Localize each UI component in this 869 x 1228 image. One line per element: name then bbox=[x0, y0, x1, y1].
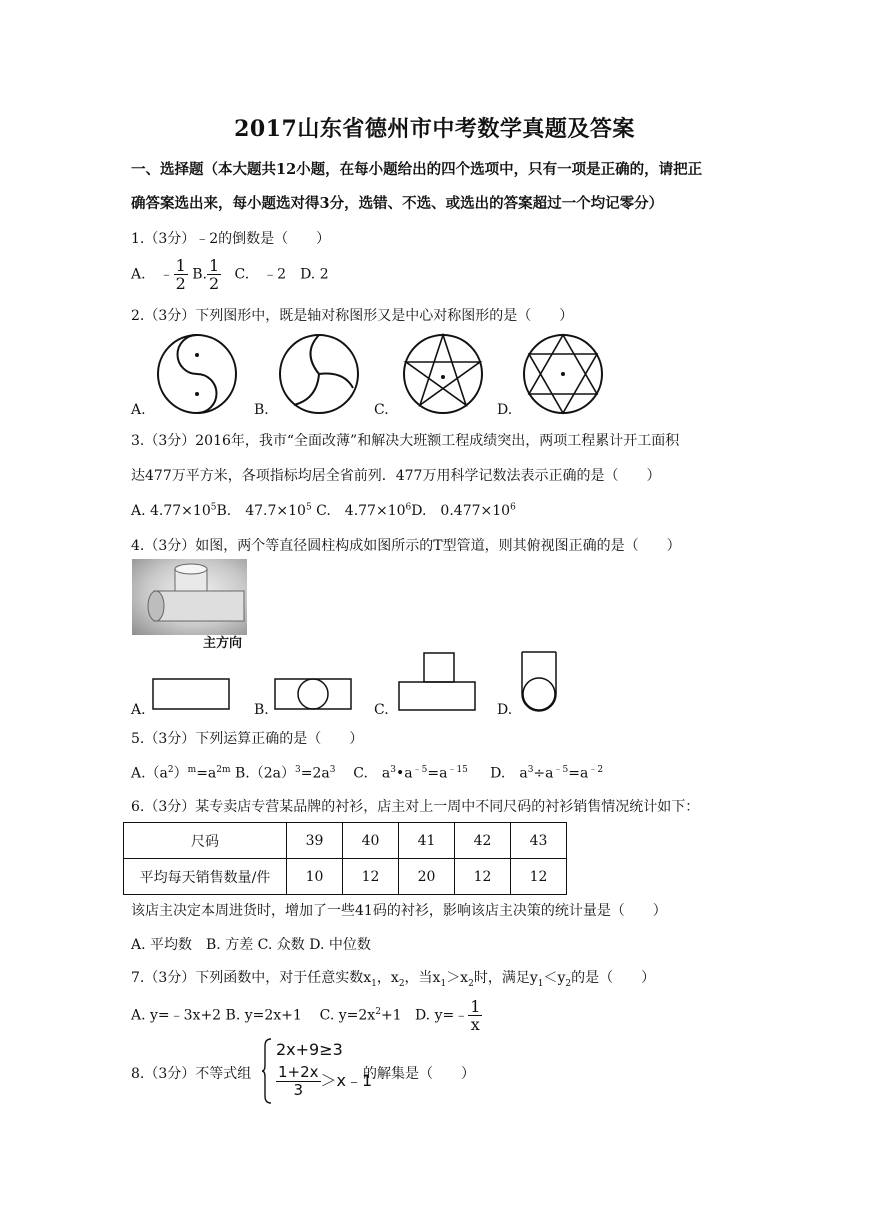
q3-options: A. $4.77\times 10^5B$. $47.7\times 10^5$ C. $4.77\times 10^6D$. $0.477\times 10^6$ bbox=[131, 502, 516, 519]
q4-option-c-label: C. bbox=[374, 702, 389, 718]
q7-d-fraction: $\frac{1}{x}$ bbox=[470, 997, 481, 1034]
triskelion-figure bbox=[272, 333, 367, 418]
q8-stem: 8.（3分）不等式组 bbox=[131, 1066, 252, 1082]
q6-options: A. 平均数 B. 方差 C. 众数 D. 中位数 bbox=[131, 937, 371, 953]
q4-option-b-label: B. bbox=[254, 702, 269, 718]
hexagram-figure bbox=[516, 333, 611, 418]
q2-option-c-label: C. bbox=[374, 402, 389, 418]
table-cell: 43 bbox=[511, 823, 567, 859]
table-cell: 42 bbox=[455, 823, 511, 859]
q6-follow-up: 该店主决定本周进货时，增加了一些41码的衬衫，影响该店主决策的统计量是（ ） bbox=[131, 903, 667, 919]
table-cell: 39 bbox=[287, 823, 343, 859]
q8-inequality-1: 2x+9≥3 bbox=[276, 1040, 343, 1059]
section-instructions-line2: 确答案选出来，每小题选对得3分，选错、不选、或选出的答案超过一个均记零分） bbox=[131, 195, 664, 212]
q2-stem: 2.（3分）下列图形中，既是轴对称图形又是中心对称图形的是（ ） bbox=[131, 308, 574, 324]
q2-option-a-label: A. bbox=[131, 402, 146, 418]
q8-tail: 的解集是（ ） bbox=[363, 1066, 475, 1082]
q4-stem: 4.（3分）如图，两个等直径圆柱构成如图所示的T型管道，则其俯视图正确的是（ ） bbox=[131, 538, 681, 554]
table-row bbox=[124, 859, 567, 895]
q2-option-d-label: D. bbox=[497, 402, 513, 418]
table-cell: 40 bbox=[343, 823, 399, 859]
table-cell: 20 bbox=[399, 859, 455, 895]
q3-stem-line2: 达477万平方米，各项指标均居全省前列．477万用科学记数法表示正确的是（ ） bbox=[131, 468, 661, 484]
table-cell: 12 bbox=[511, 859, 567, 895]
q4-option-a-rectangle bbox=[152, 676, 232, 712]
q5-options: $A.(a^2)^m=a^{2m}$ $B.(2a)^3=2a^3$ C. $a^3•a^{﹣5}=a^{﹣15}$ D. $a^3\div a^{﹣5}=a^{﹣2}$ bbox=[131, 765, 604, 782]
table-cell: 41 bbox=[399, 823, 455, 859]
q4-option-b-rect-circle bbox=[274, 676, 354, 712]
q6-stem: 6.（3分）某专卖店专营某品牌的衬衫，店主对上一周中不同尺码的衬衫销售情况统计如下： bbox=[131, 799, 700, 815]
q1-stem: 1.（3分）﹣2的倒数是（ ） bbox=[131, 231, 331, 247]
yin-yang-figure bbox=[150, 333, 245, 418]
q5-stem: 5.（3分）下列运算正确的是（ ） bbox=[131, 731, 364, 747]
pentagram-figure bbox=[396, 333, 491, 418]
page-title: 2017山东省德州市中考数学真题及答案 bbox=[234, 116, 635, 142]
size-sales-table bbox=[123, 822, 567, 895]
q4-option-c-t-shape bbox=[398, 652, 478, 712]
table-cell: 12 bbox=[455, 859, 511, 895]
q4-option-d-u-shape bbox=[519, 650, 559, 714]
table-cell: 12 bbox=[343, 859, 399, 895]
q3-stem-line1: 3.（3分）2016年，我市“全面改薄”和解决大班额工程成绩突出，两项工程累计开工面积 bbox=[131, 433, 680, 449]
t-pipe-drawing bbox=[132, 559, 247, 635]
q1-a-fraction: $\frac{1}{2}$ bbox=[175, 256, 186, 293]
table-row bbox=[124, 823, 567, 859]
q7-options: A. y=﹣3x+2 B. y=2x+1 C. $y=2x^2+1$ D. y=﹣ $\frac{1}{x}$ bbox=[131, 997, 481, 1034]
table-cell: 10 bbox=[287, 859, 343, 895]
table-cell: 平均每天销售数量/件 bbox=[124, 859, 287, 895]
q1-b-fraction: $\frac{1}{2}$ bbox=[208, 256, 220, 293]
section-instructions-line1: 一、选择题（本大题共12小题，在每小题给出的四个选项中，只有一项是正确的，请把正 bbox=[131, 161, 703, 178]
system-brace bbox=[262, 1038, 272, 1104]
q4-option-d-label: D. bbox=[497, 702, 513, 718]
q1-options: A. ﹣ $\frac{1}{2}$ B. $\frac{1}{2}$ C. ﹣2 D. 2 bbox=[131, 256, 329, 293]
direction-caption: 主方向 bbox=[203, 636, 243, 651]
q8-inequality-2: $\frac{1+2x}{3}$ ＞x﹣1 bbox=[278, 1063, 373, 1099]
table-cell: 尺码 bbox=[124, 823, 287, 859]
q4-option-a-label: A. bbox=[131, 702, 146, 718]
q7-stem: 7.（3分）下列函数中，对于任意实数$x_1$，$x_2$，当$x_1>x_2$时，满足$y_1<y_2$的是（ ） bbox=[131, 970, 656, 989]
q2-option-b-label: B. bbox=[254, 402, 269, 418]
